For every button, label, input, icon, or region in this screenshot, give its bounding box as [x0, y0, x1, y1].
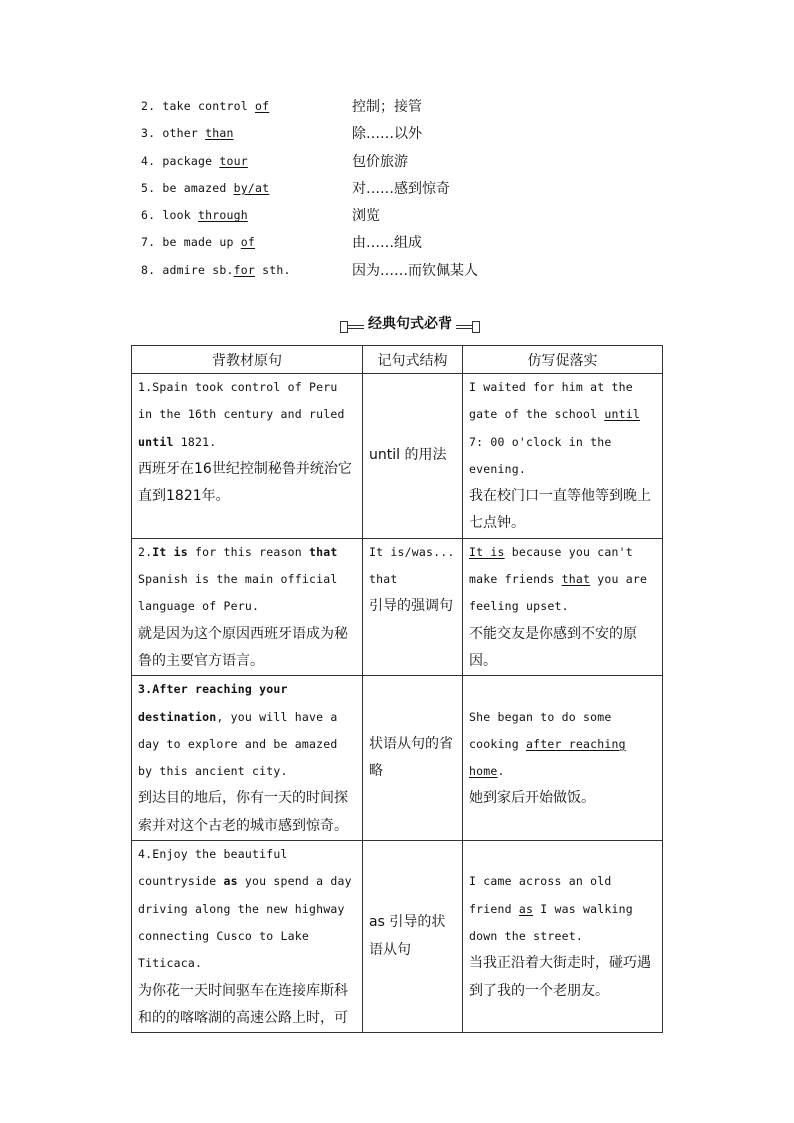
structure-cell: [363, 676, 463, 841]
original-sentence-cell: [132, 538, 363, 675]
imitation-cell: [463, 676, 663, 841]
original-sentence: 2.It is for this reason that Spanish is the main official language of Peru.: [138, 544, 338, 614]
imitation-sentence: It is because you can't make friends that you are feeling upset.: [469, 544, 648, 614]
original-sentence: 3.After reaching your destination, you will have a day to explore and be amazed by this ancient city.: [138, 682, 338, 779]
table-row: [132, 841, 663, 1033]
original-translation: 就是因为这个原因西班牙语成为秘鲁的主要官方语言。: [138, 625, 348, 669]
phrase-english: 6. look through: [141, 208, 248, 223]
original-translation: 西班牙在16世纪控制秘鲁并统治它直到1821年。: [138, 460, 352, 505]
phrase-english: 8. admire sb.for sth.: [141, 262, 291, 277]
phrase-chinese: 控制；接管: [352, 99, 422, 115]
structure-cell: [363, 841, 463, 1033]
header-original: 背教材原句: [132, 346, 363, 374]
phrase-chinese: 浏览: [352, 208, 380, 225]
phrase-chinese: 对……感到惊奇: [352, 180, 450, 197]
imitation-sentence: She began to do some cooking after reaching home.: [469, 709, 626, 779]
imitation-sentence: I came across an old friend as I was walking down the street.: [469, 874, 633, 943]
structure-label: 状语从句的省略: [369, 735, 453, 780]
imitation-translation: 当我正沿着大街走时，碰巧遇到了我的一个老朋友。: [469, 955, 651, 999]
imitation-translation: 她到家后开始做饭。: [469, 790, 595, 807]
banner-left-cap: [340, 321, 348, 333]
phrase-english: 7. be made up of: [141, 235, 255, 250]
table-row: [132, 374, 663, 539]
phrase-chinese: 除……以外: [352, 126, 422, 143]
phrase-english: 5. be amazed by/at: [141, 180, 270, 195]
original-sentence: 1.Spain took control of Peru in the 16th century and ruled until 1821.: [138, 380, 345, 449]
phrase-english: 2. take control of: [141, 99, 270, 113]
structure-label: as 引导的状语从句: [369, 914, 446, 958]
imitation-translation: 我在校门口一直等他等到晚上七点钟。: [469, 488, 651, 532]
sentence-table: [131, 345, 663, 1033]
original-translation: 为你花一天时间驱车在连接库斯科和的的喀喀湖的高速公路上时，可: [138, 982, 348, 1026]
header-imitation: 仿写促落实: [463, 346, 663, 374]
section-title: 经典句式必背: [364, 313, 456, 333]
structure-note: 引导的强调句: [369, 598, 453, 615]
imitation-cell: [463, 374, 663, 539]
structure-cell: [363, 374, 463, 539]
original-sentence-cell: [132, 841, 363, 1033]
original-translation: 到达目的地后，你有一天的时间探索并对这个古老的城市感到惊奇。: [138, 790, 348, 834]
phrase-chinese: 因为……而钦佩某人: [352, 262, 478, 279]
phrase-chinese: 包价旅游: [352, 153, 408, 170]
table-row: [132, 676, 663, 841]
original-sentence: 4.Enjoy the beautiful countryside as you spend a day driving along the new highway connecting Cusco to Lake Titicaca.: [138, 847, 352, 971]
phrase-english: 4. package tour: [141, 153, 248, 168]
section-title-banner: [340, 313, 480, 335]
phrase-english: 3. other than: [141, 126, 234, 141]
structure-cell: [363, 538, 463, 675]
imitation-sentence: I waited for him at the gate of the school until 7: 00 o'clock in the evening.: [469, 380, 640, 476]
structure-label: It is/was...that: [369, 544, 455, 587]
imitation-translation: 不能交友是你感到不安的原因。: [469, 625, 637, 669]
header-structure: 记句式结构: [363, 346, 463, 374]
banner-right-cap: [472, 321, 480, 333]
table-row: [132, 538, 663, 675]
original-sentence-cell: [132, 374, 363, 539]
original-sentence-cell: [132, 676, 363, 841]
imitation-cell: [463, 841, 663, 1033]
imitation-cell: [463, 538, 663, 675]
phrase-chinese: 由……组成: [352, 235, 422, 252]
table-header-row: [132, 346, 663, 374]
structure-label: until 的用法: [369, 447, 447, 464]
